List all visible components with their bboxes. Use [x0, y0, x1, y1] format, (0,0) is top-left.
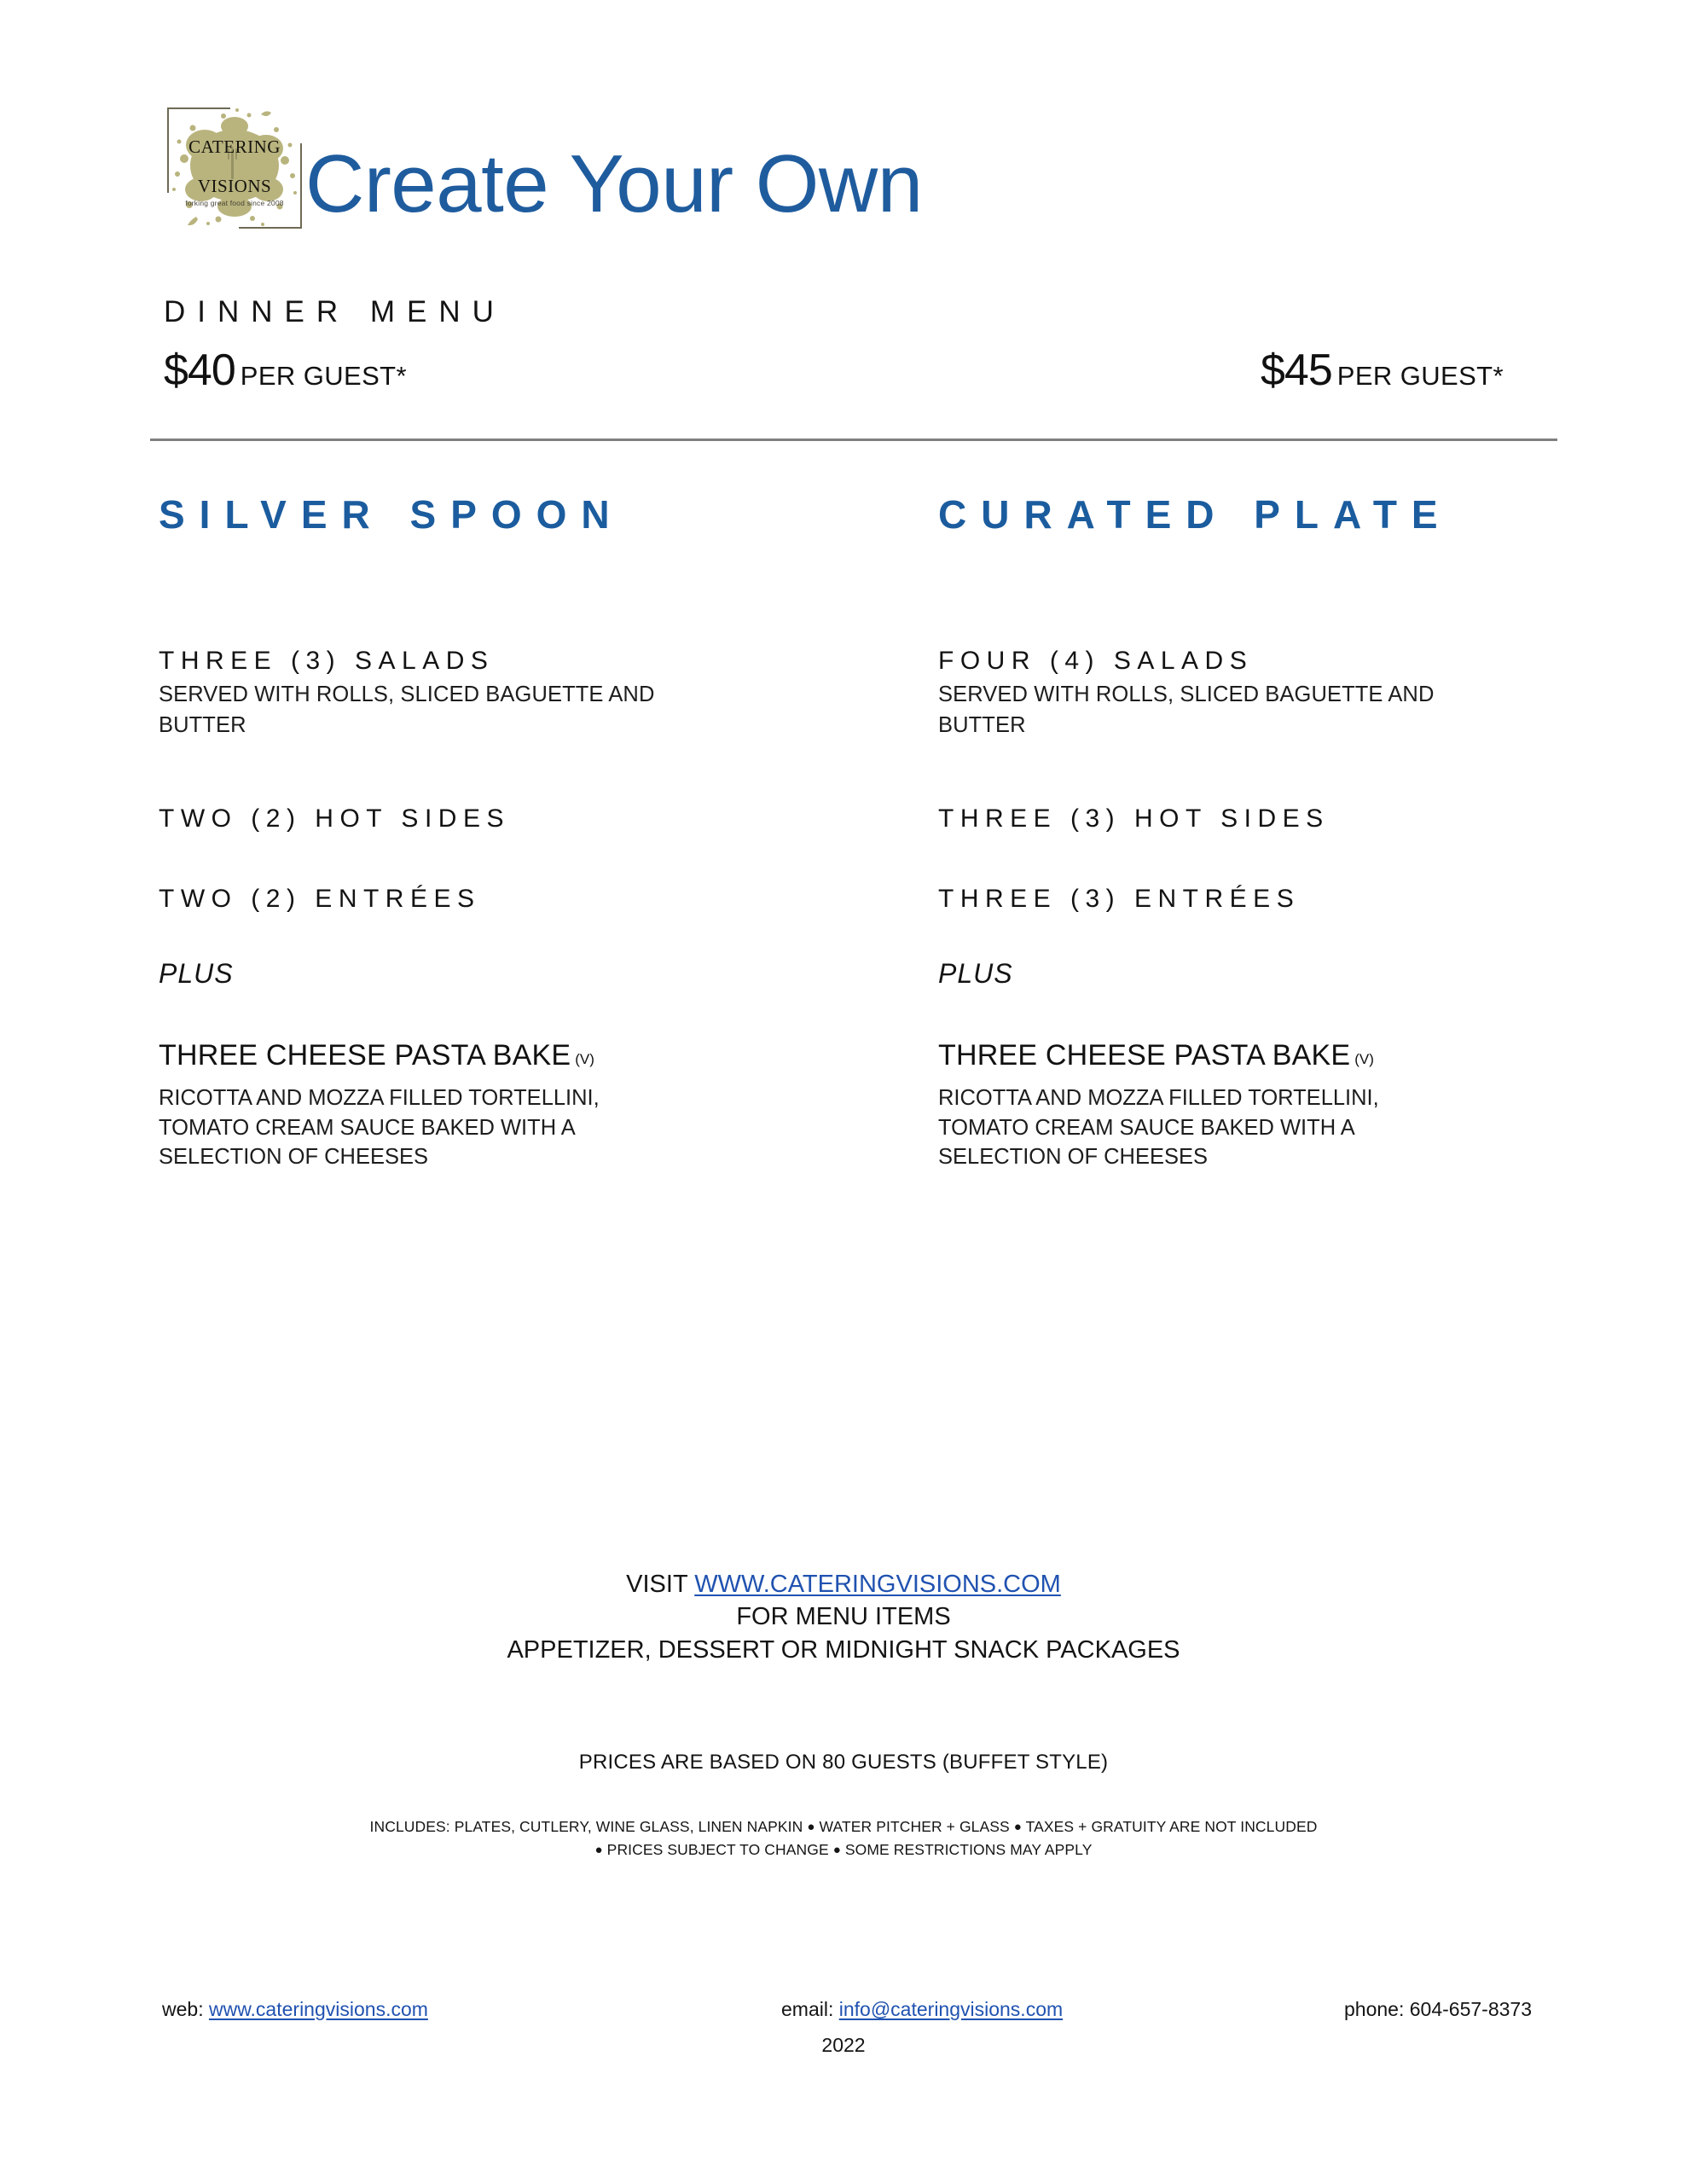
- hot-sides-block-right: [938, 804, 1518, 834]
- price-amount-right: $45: [1261, 346, 1332, 395]
- fineprint-block: [0, 1815, 1687, 1861]
- plus-label-left: PLUS: [159, 958, 234, 989]
- fineprint-includes: INCLUDES: PLATES, CUTLERY, WINE GLASS, LINEN NAPKIN: [369, 1818, 803, 1835]
- hot-sides-block-left: [159, 804, 739, 834]
- salads-desc-right: SERVED WITH ROLLS, SLICED BAGUETTE AND BUTTER: [938, 682, 1435, 738]
- logo-tagline: forking great food since 2008: [185, 199, 284, 207]
- footer-web-link[interactable]: www.cateringvisions.com: [208, 1998, 428, 2020]
- salads-block-left: [159, 647, 739, 741]
- footer-email-label: email:: [781, 1998, 839, 2020]
- footer-email: [781, 2000, 1063, 2019]
- fineprint-line-2: [0, 1838, 1687, 1862]
- entrees-block-right: [938, 885, 1518, 914]
- dish-title-left: THREE CHEESE PASTA BAKE: [159, 1039, 571, 1072]
- dish-veg-tag-right: (V): [1354, 1051, 1374, 1067]
- promo-block: [0, 1568, 1687, 1666]
- price-unit-right: PER GUEST*: [1336, 361, 1504, 391]
- plus-label-right: PLUS: [938, 958, 1013, 989]
- footer-web-label: web:: [162, 1998, 209, 2020]
- dish-desc-right: RICOTTA AND MOZZA FILLED TORTELLINI, TOMATO CREAM SAUCE BAKED WITH A SELECTION OF CHEESES: [938, 1086, 1379, 1170]
- paint-splatter-icon: [167, 107, 302, 229]
- plus-label-right-wrap: [938, 960, 1518, 987]
- fineprint-taxes: TAXES + GRATUITY ARE NOT INCLUDED: [1025, 1818, 1318, 1835]
- plus-label-left-wrap: [159, 960, 739, 987]
- dish-veg-tag-left: (V): [575, 1051, 594, 1067]
- price-amount-left: $40: [164, 346, 235, 395]
- promo-visit-prefix: VISIT: [626, 1571, 695, 1598]
- logo-text-catering: CATERING: [188, 136, 281, 157]
- hot-sides-heading-right: THREE (3) HOT SIDES: [938, 804, 1330, 833]
- salads-desc-left: SERVED WITH ROLLS, SLICED BAGUETTE AND BUTTER: [159, 682, 655, 738]
- fineprint-restrictions: SOME RESTRICTIONS MAY APPLY: [844, 1840, 1093, 1858]
- salads-block-right: [938, 647, 1518, 741]
- salads-heading-right: FOUR (4) SALADS: [938, 647, 1254, 675]
- page-title: Create Your Own: [305, 138, 923, 229]
- header-divider: [150, 439, 1557, 441]
- footer-email-link[interactable]: info@cateringvisions.com: [838, 1998, 1064, 2020]
- promo-line-3: APPETIZER, DESSERT OR MIDNIGHT SNACK PACKAGES: [507, 1635, 1180, 1664]
- fineprint-subject-change: PRICES SUBJECT TO CHANGE: [606, 1840, 829, 1858]
- column-title-silver-spoon: SILVER SPOON: [159, 492, 624, 537]
- footer-year: 2022: [821, 2034, 866, 2056]
- fineprint-line-1: [0, 1815, 1687, 1838]
- dish-name-left: [159, 1041, 739, 1070]
- menu-subtitle: DINNER MENU: [164, 295, 506, 328]
- promo-line-2: FOR MENU ITEMS: [736, 1603, 951, 1631]
- entrees-heading-left: TWO (2) ENTRÉES: [159, 885, 481, 913]
- entrees-heading-right: THREE (3) ENTRÉES: [938, 885, 1301, 913]
- website-link[interactable]: WWW.CATERINGVISIONS.COM: [694, 1571, 1061, 1598]
- page-footer: [0, 1988, 1687, 2090]
- pasta-bake-block-left: [159, 1041, 739, 1172]
- footer-phone: [1344, 2000, 1532, 2019]
- column-curated-plate: [938, 492, 1603, 1170]
- entrees-block-left: [159, 885, 739, 914]
- promo-visit-line: [0, 1568, 1687, 1600]
- column-silver-spoon: [159, 492, 824, 1170]
- column-title-curated-plate: CURATED PLATE: [938, 492, 1452, 537]
- dish-desc-left: RICOTTA AND MOZZA FILLED TORTELLINI, TOMATO CREAM SAUCE BAKED WITH A SELECTION OF CHEESES: [159, 1086, 600, 1170]
- bullet-separator-icon: ●: [807, 1820, 815, 1834]
- pasta-bake-block-right: [938, 1041, 1518, 1172]
- price-row: [0, 348, 1687, 403]
- bullet-separator-icon: ●: [1013, 1820, 1022, 1834]
- bullet-separator-icon: ●: [594, 1842, 603, 1857]
- dish-title-right: THREE CHEESE PASTA BAKE: [938, 1039, 1351, 1072]
- bullet-separator-icon: ●: [832, 1842, 841, 1857]
- hot-sides-heading-left: TWO (2) HOT SIDES: [159, 804, 510, 833]
- price-silver-spoon: [164, 346, 407, 395]
- page-header: [0, 0, 1687, 444]
- dish-name-right: [938, 1041, 1518, 1070]
- logo-text-visions: VISIONS: [197, 176, 272, 196]
- price-unit-left: PER GUEST*: [240, 361, 407, 391]
- company-logo: [167, 107, 302, 229]
- salads-heading-left: THREE (3) SALADS: [159, 647, 495, 675]
- footer-web: [162, 2000, 428, 2019]
- fineprint-pitcher: WATER PITCHER + GLASS: [819, 1818, 1010, 1835]
- price-curated-plate: [1261, 346, 1504, 395]
- footer-phone-value: 604-657-8373: [1409, 1998, 1532, 2020]
- prices-basis-note: PRICES ARE BASED ON 80 GUESTS (BUFFET STYLE): [578, 1751, 1109, 1774]
- footer-phone-label: phone:: [1344, 1998, 1410, 2020]
